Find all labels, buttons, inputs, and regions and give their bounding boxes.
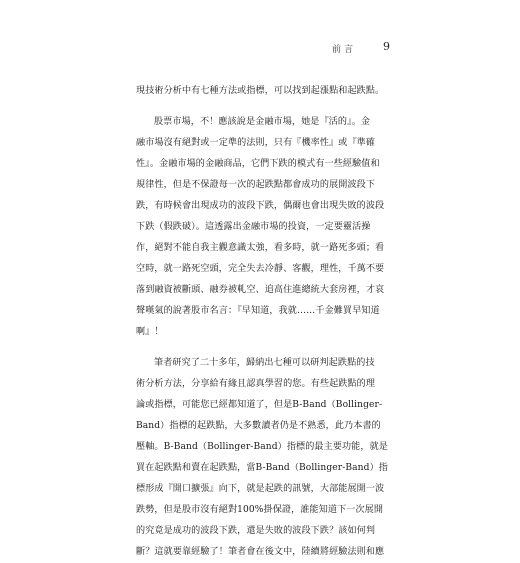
text-line: 啊』！: [136, 327, 164, 337]
text-line: 跌勢，但是股市沒有絕對100%掛保證，誰能知道下一次展開: [136, 505, 384, 515]
text-line: 買在起跌點和賣在起跌點，當B-Band（Bollinger-Band）指: [136, 463, 388, 473]
paragraph-3: [136, 353, 396, 563]
text-line: 壓軸。B-Band（Bollinger-Band）指標的最主要功能，就是: [136, 442, 388, 452]
text-line: 空時，就一路死空頭，完全失去冷靜、客觀，理性，千萬不要: [136, 264, 385, 274]
paragraph-1: [136, 81, 396, 102]
text-line: 論或指標，可能您已經都知道了，但是B-Band（Bollinger-: [136, 400, 383, 410]
text-line: 筆者研究了二十多年，歸納出七種可以研判起跌點的技: [154, 358, 375, 368]
text-line: 下跌（假跌破）。這透露出金融市場的投資，一定要靈活操: [136, 222, 371, 232]
text-line: 的究竟是成功的波段下跌，還是失敗的波段下跌？該如何判: [136, 526, 376, 536]
paragraph-2: [136, 112, 396, 343]
text-line: 標形成『開口擴張』向下，就是起跌的訊號，大部能展開一波: [136, 484, 385, 494]
text-line: 規律性，但是不保證每一次的起跌點都會成功的展開波段下: [136, 180, 376, 190]
body-text: [136, 81, 396, 563]
text-line: 作，絕對不能自我主觀意識太強，看多時，就一路死多頭；看: [136, 243, 385, 253]
page-number: 9: [383, 40, 390, 53]
text-line: 融市場沒有絕對或一定準的法則，只有『機率性』或『準確: [136, 138, 376, 148]
text-line: 性』。金融市場的金融商品，它們下跌的模式有一些經驗值和: [136, 159, 380, 169]
text-line: 現技術分析中有七種方法或指標，可以找到起漲點和起跌點。: [136, 86, 385, 96]
text-line: 跌，有時候會出現成功的波段下跌，偶爾也會出現失敗的波段: [136, 201, 385, 211]
text-line: 術分析方法，分享給有緣且認真學習的您。有些起跌點的理: [136, 379, 376, 389]
text-line: 斷？這就要靠經驗了！筆者會在後文中，陸續將經驗法則和應: [136, 547, 385, 557]
text-line: 落到融資被斷頭、融券被軋空、追高住進總統大套房裡，才哀: [136, 285, 385, 295]
text-line: 聲嘆氣的說著股市名言：『早知道，我就……千金難買早知道: [136, 306, 380, 316]
running-head: 前言: [332, 45, 357, 55]
text-line: 股票市場，不！應該說是金融市場，她是『活的』。金: [154, 117, 371, 127]
text-line: Band）指標的起跌點，大多數讀者仍是不熟悉，此乃本書的: [136, 421, 381, 431]
